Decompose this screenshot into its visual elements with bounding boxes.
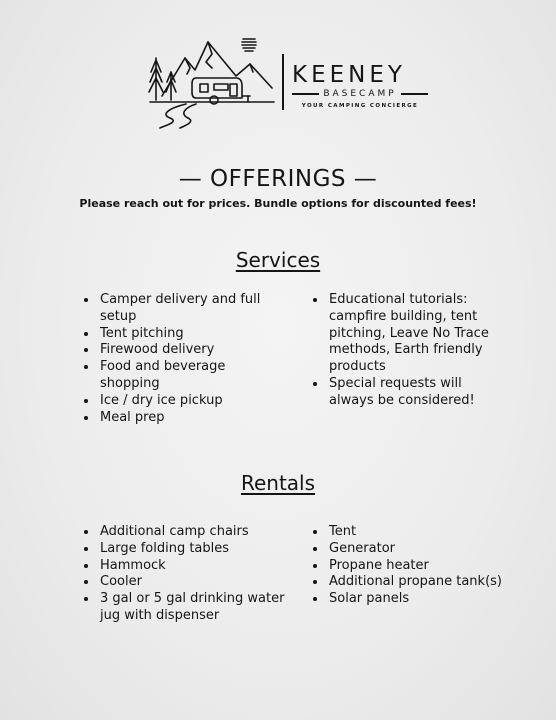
offerings-title: — OFFERINGS — [178,166,378,192]
list-item: • Meal prep [98,410,288,427]
rentals-right-list [311,524,507,608]
brand-rule-right [401,93,428,95]
camper-mountain-icon [140,34,280,130]
services-left-list [82,292,288,426]
brand-sub: BASECAMP [323,89,397,99]
list-item: • Solar panels [327,591,507,608]
services-title: Services [235,248,321,272]
list-item: • Special requests will always be considered! [327,376,507,410]
list-item: • Food and beverage shopping [98,359,288,393]
list-item: • Additional propane tank(s) [327,574,507,591]
list-item: • Hammock [98,558,288,575]
list-item: • Cooler [98,574,288,591]
services-right-list [311,292,507,410]
list-item: • Ice / dry ice pickup [98,393,288,410]
list-item: • Additional camp chairs [98,524,288,541]
list-item: • Generator [327,541,507,558]
rentals-title: Rentals [240,471,316,495]
list-item: • Educational tutorials: campfire building, tent pitching, Leave No Trace methods, Earth friendly products [327,292,507,376]
list-item: • Large folding tables [98,541,288,558]
logo-divider [282,54,284,110]
brand [292,62,428,109]
brand-name: KEENEY [292,62,406,88]
rentals-left-list [82,524,288,625]
logo [140,34,430,130]
brand-rule-left [292,93,319,95]
list-item: • Tent [327,524,507,541]
offerings-subtitle: Please reach out for prices. Bundle options for discounted fees! [79,197,477,210]
list-item: • Firewood delivery [98,342,288,359]
brand-sub-row [292,89,428,99]
brand-tagline: YOUR CAMPING CONCIERGE [301,103,419,109]
list-item: • 3 gal or 5 gal drinking water jug with dispenser [98,591,288,625]
list-item: • Camper delivery and full setup [98,292,288,326]
list-item: • Tent pitching [98,326,288,343]
list-item: • Propane heater [327,558,507,575]
